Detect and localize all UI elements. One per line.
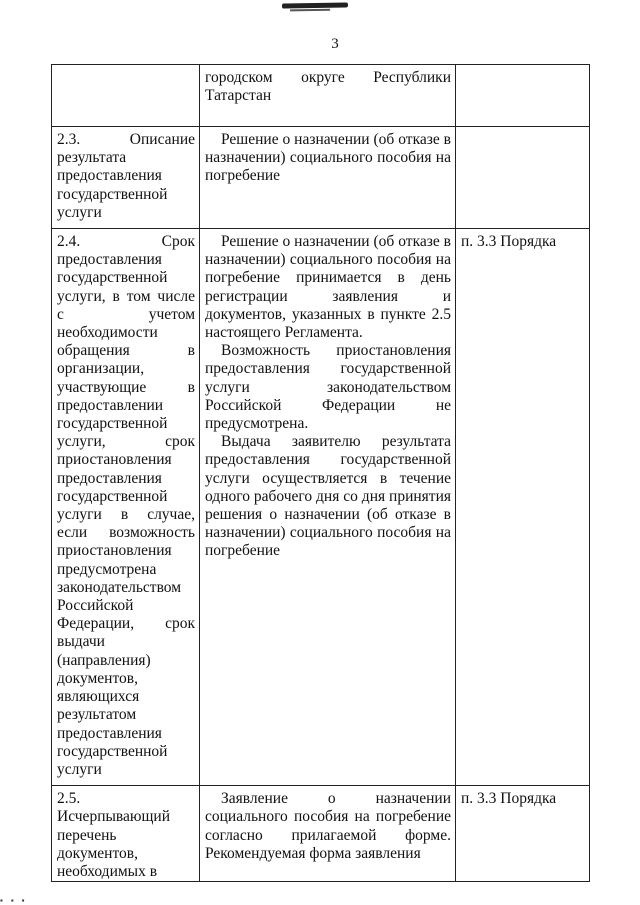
scan-artifact-mark — [282, 2, 348, 8]
row-text-paragraph: Решение о назначении (об отказе в назначении) социального пособия на погребение — [205, 131, 451, 185]
row-text-paragraph: Заявление о назначении социального пособия на погребение согласно прилагаемой форме. Рекомендуемая форма заявления — [205, 790, 451, 862]
table-row — [52, 229, 590, 786]
row-ref-cell — [456, 127, 590, 229]
row-text-cell — [200, 127, 456, 229]
page-number: 3 — [331, 36, 339, 52]
row-ref-cell — [456, 65, 590, 127]
row-name-cell: 2.5. Исчерпывающий перечень документов, необходимых в — [52, 786, 200, 882]
row-text-paragraph: Выдача заявителю результата предоставления государственной услуги осуществляется в течение одного рабочего дня со дня принятия решения о назначении (об отказе в назначении) социального пособия на погребение — [205, 433, 451, 560]
row-ref-cell: п. 3.3 Порядка — [456, 229, 590, 786]
row-text-cell — [200, 786, 456, 882]
table-row — [52, 786, 590, 882]
table-row — [52, 65, 590, 127]
row-text-cell — [200, 65, 456, 127]
regulation-table — [51, 64, 590, 882]
table-row — [52, 127, 590, 229]
row-text-paragraph: Решение о назначении (об отказе в назначении) социального пособия на погребение принимается в день регистрации заявления и документов, указанных в пункте 2.5 настоящего Регламента. — [205, 233, 451, 342]
footer-scan-mark: ▪ ▪ ▪ — [0, 896, 28, 905]
row-text-paragraph: Возможность приостановления предоставления государственной услуги законодательством Российской Федерации не предусмотрена. — [205, 342, 451, 433]
row-name-cell: 2.4. Срок предоставления государственной услуги, в том числе с учетом необходимости обращения в организации, участвующие в предоставлении государственной услуги, срок приостановления предоставления государственной услуги в случае, если возможность приостановления предусмотрена законодательством Российской Федерации, срок выдачи (направления) документов, являющихся результатом предоставления государственной услуги — [52, 229, 200, 786]
row-ref-cell: п. 3.3 Порядка — [456, 786, 590, 882]
row-name-cell — [52, 65, 200, 127]
row-name-cell: 2.3. Описание результата предоставления государственной услуги — [52, 127, 200, 229]
row-text-cell — [200, 229, 456, 786]
row-text-paragraph: городском округе Республики Татарстан — [205, 69, 451, 105]
